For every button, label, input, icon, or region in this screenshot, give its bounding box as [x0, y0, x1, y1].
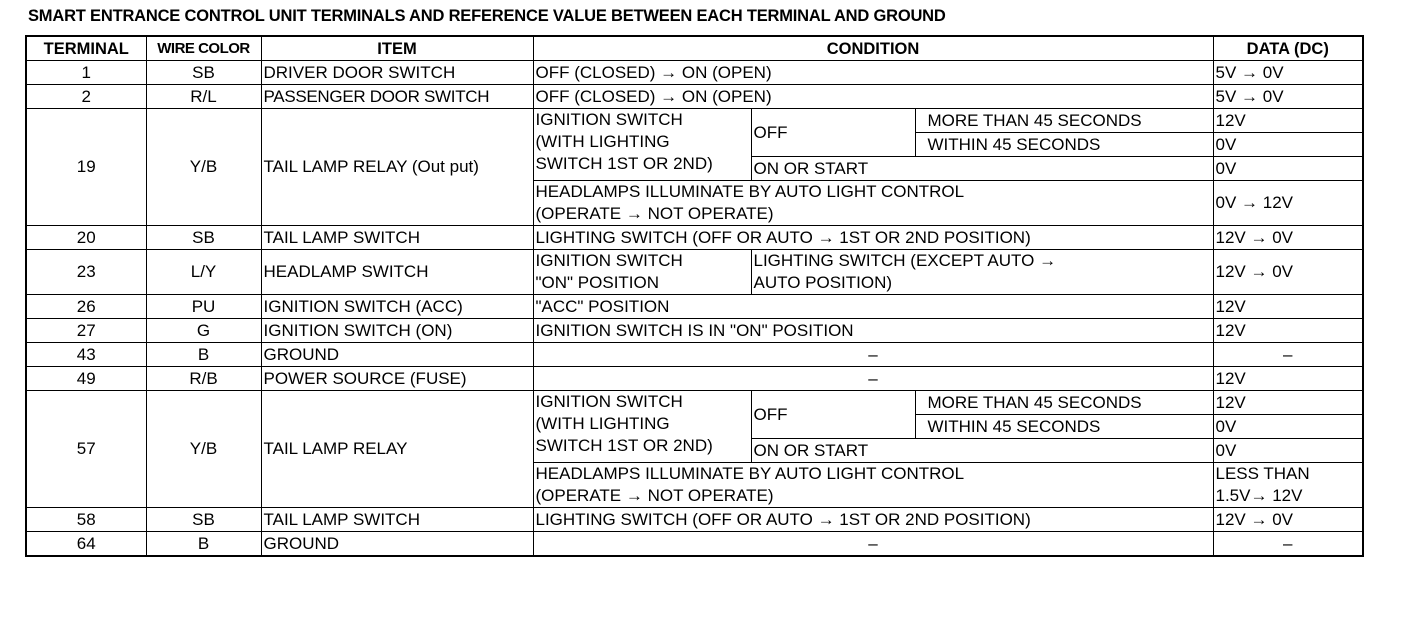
condition-line: SWITCH 1ST OR 2ND)	[535, 154, 713, 173]
wire-color-cell: SB	[146, 226, 261, 250]
terminal-cell: 27	[26, 319, 146, 343]
header-row	[26, 36, 1363, 61]
header-terminal: TERMINAL	[26, 36, 146, 61]
table-row	[26, 343, 1363, 367]
table-row	[26, 85, 1363, 109]
table-row	[26, 508, 1363, 532]
condition-line: IGNITION SWITCH	[535, 251, 683, 270]
data-cell: 0V → 12V	[1213, 181, 1363, 226]
condition-line: (WITH LIGHTING	[535, 132, 670, 151]
data-line: LESS THAN	[1215, 464, 1310, 483]
condition-on-start-cell: ON OR START	[751, 157, 1213, 181]
condition-on-start-cell: ON OR START	[751, 439, 1213, 463]
item-cell: TAIL LAMP RELAY	[261, 391, 533, 508]
table-row	[26, 226, 1363, 250]
terminal-cell: 64	[26, 532, 146, 557]
item-cell: GROUND	[261, 532, 533, 557]
condition-off-cell: OFF	[751, 109, 915, 157]
item-cell: HEADLAMP SWITCH	[261, 250, 533, 295]
data-cell: 12V → 0V	[1213, 250, 1363, 295]
header-data: DATA (DC)	[1213, 36, 1363, 61]
terminal-cell: 57	[26, 391, 146, 508]
data-cell: 0V	[1213, 157, 1363, 181]
wire-color-cell: L/Y	[146, 250, 261, 295]
condition-off-cell: OFF	[751, 391, 915, 439]
data-line: 1.5V→ 12V	[1215, 486, 1303, 505]
wire-color-cell: R/B	[146, 367, 261, 391]
wire-color-cell: SB	[146, 508, 261, 532]
terminal-cell: 23	[26, 250, 146, 295]
wire-color-cell: Y/B	[146, 109, 261, 226]
header-condition: CONDITION	[533, 36, 1213, 61]
wire-color-cell: B	[146, 532, 261, 557]
terminal-cell: 1	[26, 61, 146, 85]
condition-cell: –	[533, 367, 1213, 391]
data-cell: 12V	[1213, 367, 1363, 391]
condition-more-cell: MORE THAN 45 SECONDS	[915, 109, 1213, 133]
item-cell: TAIL LAMP SWITCH	[261, 226, 533, 250]
condition-line: (OPERATE → NOT OPERATE)	[535, 486, 774, 505]
condition-ignition-cell	[533, 391, 751, 463]
data-cell: –	[1213, 343, 1363, 367]
condition-line: SWITCH 1ST OR 2ND)	[535, 436, 713, 455]
terminal-cell: 58	[26, 508, 146, 532]
condition-line: "ON" POSITION	[535, 273, 660, 292]
table-row	[26, 367, 1363, 391]
condition-cell: –	[533, 532, 1213, 557]
item-cell: IGNITION SWITCH (ACC)	[261, 295, 533, 319]
item-cell: POWER SOURCE (FUSE)	[261, 367, 533, 391]
condition-lighting-cell	[751, 250, 1213, 295]
condition-cell: OFF (CLOSED) → ON (OPEN)	[533, 85, 1213, 109]
terminal-cell: 49	[26, 367, 146, 391]
wire-color-cell: PU	[146, 295, 261, 319]
table-row	[26, 61, 1363, 85]
data-cell: 5V → 0V	[1213, 85, 1363, 109]
condition-line: AUTO POSITION)	[753, 273, 893, 292]
condition-auto-light-cell	[533, 463, 1213, 508]
terminal-table	[25, 35, 1364, 557]
item-cell: GROUND	[261, 343, 533, 367]
item-cell: TAIL LAMP RELAY (Out put)	[261, 109, 533, 226]
table-row	[26, 532, 1363, 557]
item-cell: TAIL LAMP SWITCH	[261, 508, 533, 532]
table-row	[26, 295, 1363, 319]
page-title: SMART ENTRANCE CONTROL UNIT TERMINALS AND REFERENCE VALUE BETWEEN EACH TERMINAL AND GROUND	[28, 7, 946, 25]
data-cell: 0V	[1213, 415, 1363, 439]
terminal-cell: 2	[26, 85, 146, 109]
condition-cell: OFF (CLOSED) → ON (OPEN)	[533, 61, 1213, 85]
wire-color-cell: G	[146, 319, 261, 343]
wire-color-cell: Y/B	[146, 391, 261, 508]
condition-auto-light-cell	[533, 181, 1213, 226]
condition-line: (OPERATE → NOT OPERATE)	[535, 204, 774, 223]
condition-ignition-cell	[533, 250, 751, 295]
terminal-cell: 19	[26, 109, 146, 226]
header-wire-color: WIRE COLOR	[146, 36, 261, 61]
data-cell: 5V → 0V	[1213, 61, 1363, 85]
condition-line: IGNITION SWITCH	[535, 110, 683, 129]
data-cell: 12V → 0V	[1213, 226, 1363, 250]
terminal-cell: 26	[26, 295, 146, 319]
condition-cell: LIGHTING SWITCH (OFF OR AUTO → 1ST OR 2ND POSITION)	[533, 508, 1213, 532]
data-cell: 0V	[1213, 133, 1363, 157]
condition-line: (WITH LIGHTING	[535, 414, 670, 433]
condition-cell: IGNITION SWITCH IS IN "ON" POSITION	[533, 319, 1213, 343]
condition-line: HEADLAMPS ILLUMINATE BY AUTO LIGHT CONTROL	[535, 182, 965, 201]
data-cell: 12V	[1213, 391, 1363, 415]
condition-more-cell: MORE THAN 45 SECONDS	[915, 391, 1213, 415]
condition-cell: LIGHTING SWITCH (OFF OR AUTO → 1ST OR 2ND POSITION)	[533, 226, 1213, 250]
condition-cell: "ACC" POSITION	[533, 295, 1213, 319]
condition-within-cell: WITHIN 45 SECONDS	[915, 415, 1213, 439]
table-row	[26, 250, 1363, 295]
item-cell: DRIVER DOOR SWITCH	[261, 61, 533, 85]
wire-color-cell: SB	[146, 61, 261, 85]
terminal-cell: 20	[26, 226, 146, 250]
table-row	[26, 391, 1363, 415]
item-cell: IGNITION SWITCH (ON)	[261, 319, 533, 343]
data-cell: 12V → 0V	[1213, 508, 1363, 532]
wire-color-cell: R/L	[146, 85, 261, 109]
terminal-cell: 43	[26, 343, 146, 367]
condition-within-cell: WITHIN 45 SECONDS	[915, 133, 1213, 157]
condition-line: LIGHTING SWITCH (EXCEPT AUTO →	[753, 251, 1057, 270]
data-cell: 12V	[1213, 319, 1363, 343]
data-cell: 0V	[1213, 439, 1363, 463]
condition-line: HEADLAMPS ILLUMINATE BY AUTO LIGHT CONTROL	[535, 464, 965, 483]
item-cell: PASSENGER DOOR SWITCH	[261, 85, 533, 109]
header-item: ITEM	[261, 36, 533, 61]
table-row	[26, 109, 1363, 133]
wire-color-cell: B	[146, 343, 261, 367]
condition-line: IGNITION SWITCH	[535, 392, 683, 411]
data-cell	[1213, 463, 1363, 508]
condition-ignition-cell	[533, 109, 751, 181]
data-cell: 12V	[1213, 295, 1363, 319]
condition-cell: –	[533, 343, 1213, 367]
data-cell: –	[1213, 532, 1363, 557]
table-row	[26, 319, 1363, 343]
data-cell: 12V	[1213, 109, 1363, 133]
